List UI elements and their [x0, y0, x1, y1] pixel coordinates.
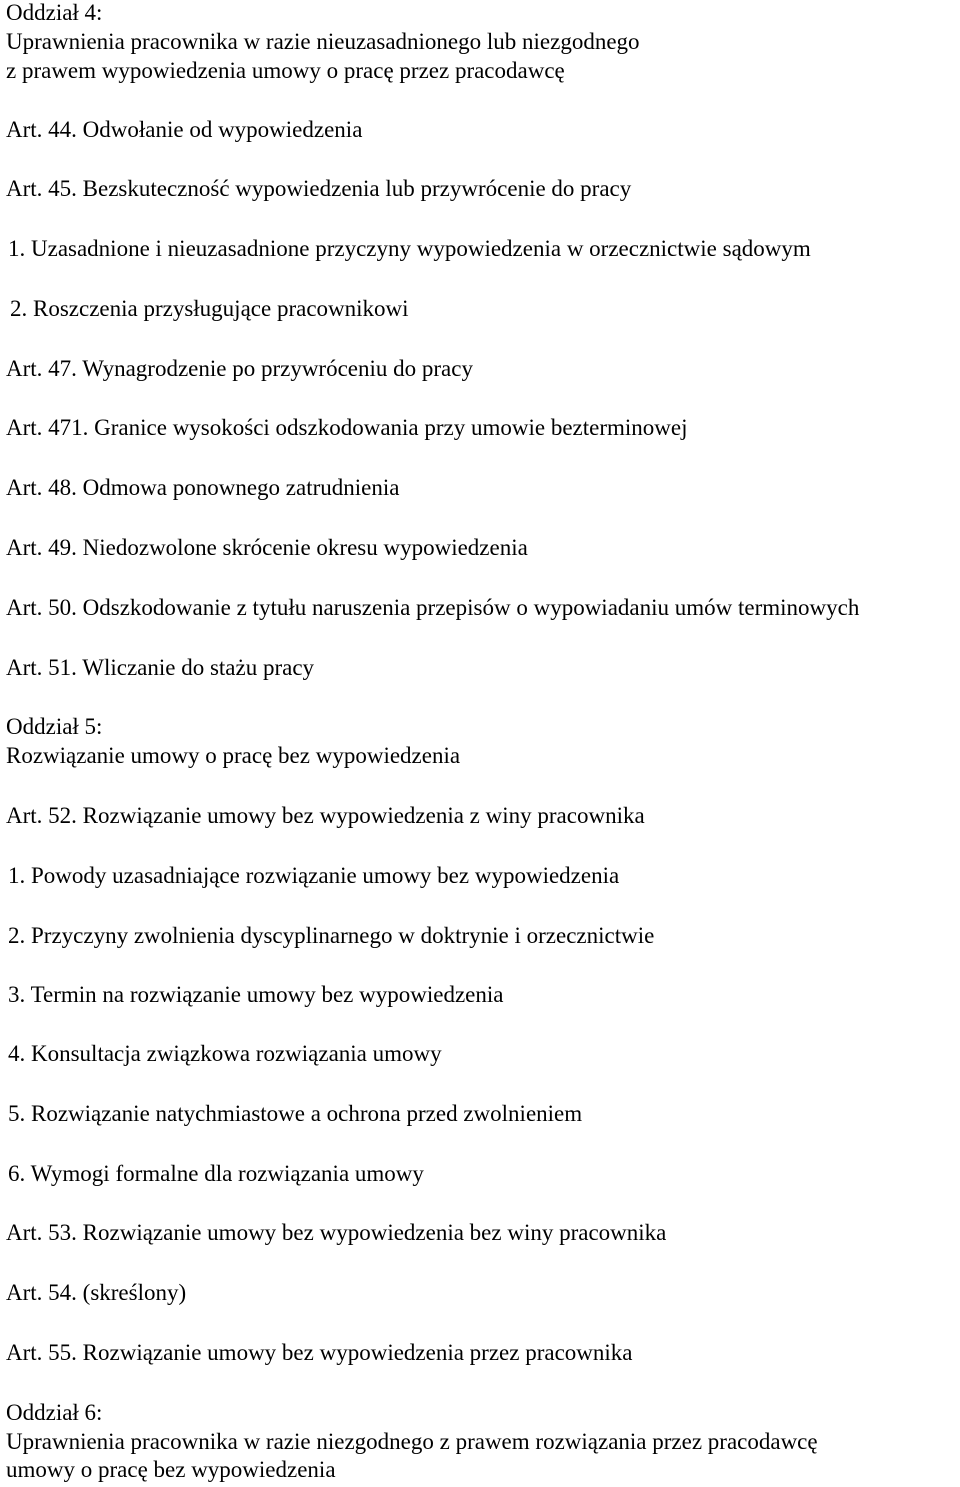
toc-entry-art-55: Art. 55. Rozwiązanie umowy bez wypowiedzenia przez pracownika [6, 1340, 633, 1365]
toc-entry-art-471: Art. 471. Granice wysokości odszkodowania przy umowie bezterminowej [6, 415, 688, 440]
section-4-header: Oddział 4: [6, 0, 103, 25]
toc-entry-art-52-point-6: 6. Wymogi formalne dla rozwiązania umowy [8, 1161, 424, 1186]
toc-entry-art-53: Art. 53. Rozwiązanie umowy bez wypowiedzenia bez winy pracownika [6, 1220, 667, 1245]
toc-entry-art-52-point-5: 5. Rozwiązanie natychmiastowe a ochrona przed zwolnieniem [8, 1101, 583, 1126]
section-4-title-line-1: Uprawnienia pracownika w razie nieuzasadnionego lub niezgodnego [6, 29, 640, 54]
toc-entry-art-50: Art. 50. Odszkodowanie z tytułu naruszenia przepisów o wypowiadaniu umów terminowych [6, 595, 860, 620]
toc-entry-art-45: Art. 45. Bezskuteczność wypowiedzenia lub przywrócenie do pracy [6, 176, 632, 201]
section-5-header: Oddział 5: [6, 714, 103, 739]
toc-entry-art-44: Art. 44. Odwołanie od wypowiedzenia [6, 117, 363, 142]
toc-entry-art-48: Art. 48. Odmowa ponownego zatrudnienia [6, 475, 400, 500]
toc-entry-art-45-point-1: 1. Uzasadnione i nieuzasadnione przyczyny wypowiedzenia w orzecznictwie sądowym [8, 236, 811, 261]
toc-entry-art-52-point-2: 2. Przyczyny zwolnienia dyscyplinarnego w doktrynie i orzecznictwie [8, 923, 655, 948]
toc-entry-art-47: Art. 47. Wynagrodzenie po przywróceniu do pracy [6, 356, 473, 381]
toc-entry-art-51: Art. 51. Wliczanie do stażu pracy [6, 655, 315, 680]
toc-entry-art-52-point-3: 3. Termin na rozwiązanie umowy bez wypowiedzenia [8, 982, 504, 1007]
section-6-title-line-1: Uprawnienia pracownika w razie niezgodnego z prawem rozwiązania przez pracodawcę [6, 1429, 818, 1454]
section-6-title-line-2: umowy o pracę bez wypowiedzenia [6, 1457, 336, 1482]
toc-entry-art-54: Art. 54. (skreślony) [6, 1280, 187, 1305]
toc-entry-art-52-point-1: 1. Powody uzasadniające rozwiązanie umowy bez wypowiedzenia [8, 863, 620, 888]
toc-entry-art-52-point-4: 4. Konsultacja związkowa rozwiązania umowy [8, 1041, 442, 1066]
toc-entry-art-45-point-2: 2. Roszczenia przysługujące pracownikowi [10, 296, 409, 321]
toc-entry-art-52: Art. 52. Rozwiązanie umowy bez wypowiedzenia z winy pracownika [6, 803, 645, 828]
section-4-title-line-2: z prawem wypowiedzenia umowy o pracę przez pracodawcę [6, 58, 565, 83]
section-5-title-line-1: Rozwiązanie umowy o pracę bez wypowiedzenia [6, 743, 461, 768]
toc-entry-art-49: Art. 49. Niedozwolone skrócenie okresu wypowiedzenia [6, 535, 528, 560]
section-6-header: Oddział 6: [6, 1400, 103, 1425]
